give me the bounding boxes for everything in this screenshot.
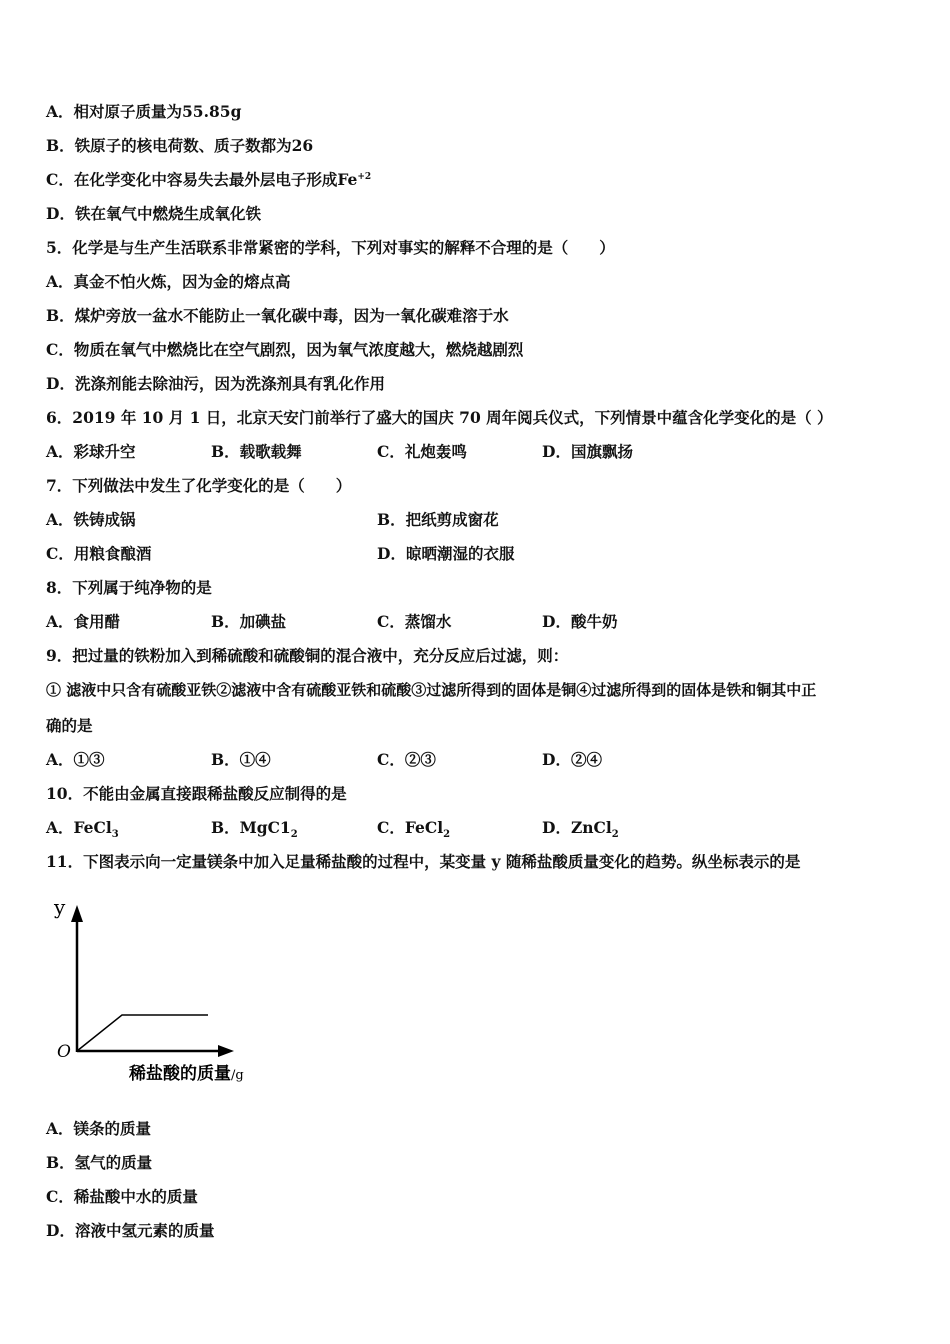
q5-option-d: D．洗涤剂能去除油污，因为洗涤剂具有乳化作用 bbox=[46, 374, 385, 393]
q11-option-b: B．氢气的质量 bbox=[46, 1153, 153, 1172]
q6-option-d: D．国旗飘扬 bbox=[542, 442, 633, 461]
q10-option-c-text: C．FeCl bbox=[377, 818, 444, 837]
q10-option-d-text: D．ZnCl bbox=[542, 818, 612, 837]
q10-option-a-subscript: 3 bbox=[111, 829, 119, 841]
q8-option-a: A．食用醋 bbox=[46, 612, 121, 631]
q7-option-d: D．晾晒潮湿的衣服 bbox=[377, 544, 515, 563]
q9-statements-end: 确的是 bbox=[46, 716, 93, 735]
q11-option-d: D．溶液中氢元素的质量 bbox=[46, 1221, 215, 1240]
q10-option-d-subscript: 2 bbox=[611, 829, 619, 841]
q4-option-c-text: C．在化学变化中容易失去最外层电子形成Fe bbox=[46, 170, 358, 189]
graph-x-label-text: 稀盐酸的质量 bbox=[129, 1064, 231, 1084]
q7-option-c: C．用粮食酿酒 bbox=[46, 544, 152, 563]
graph-y-arrow bbox=[71, 905, 83, 922]
graph-x-unit: /g bbox=[231, 1068, 244, 1083]
graph-x-arrow bbox=[218, 1045, 234, 1057]
q6-option-b: B．载歌载舞 bbox=[211, 442, 302, 461]
q10-option-b bbox=[211, 818, 298, 841]
q11-option-c: C．稀盐酸中水的质量 bbox=[46, 1187, 198, 1206]
q4-option-d: D．铁在氧气中燃烧生成氧化铁 bbox=[46, 204, 261, 223]
q5-option-c: C．物质在氧气中燃烧比在空气剧烈，因为氧气浓度越大，燃烧越剧烈 bbox=[46, 340, 524, 359]
q7-option-b: B．把纸剪成窗花 bbox=[377, 510, 499, 529]
q9-option-a: A．①③ bbox=[46, 750, 105, 769]
q10-option-b-text: B．MgC1 bbox=[211, 818, 291, 837]
q9-option-c: C．②③ bbox=[377, 750, 436, 769]
q8-option-c: C．蒸馏水 bbox=[377, 612, 452, 631]
q4-option-c-superscript: +2 bbox=[357, 171, 372, 182]
q10-option-d bbox=[542, 818, 619, 841]
graph-curve bbox=[77, 1015, 208, 1051]
q11-graph bbox=[46, 890, 276, 1090]
q5-option-a: A．真金不怕火炼，因为金的熔点高 bbox=[46, 272, 291, 291]
q5-option-b: B．煤炉旁放一盆水不能防止一氧化碳中毒，因为一氧化碳难溶于水 bbox=[46, 306, 509, 325]
q4-option-a: A．相对原子质量为55.85g bbox=[46, 102, 242, 121]
q6-stem: 6．2019 年 10 月 1 日，北京天安门前举行了盛大的国庆 70 周年阅兵仪式，下列情景中蕴含化学变化的是（ ） bbox=[46, 408, 833, 427]
q8-option-d: D．酸牛奶 bbox=[542, 612, 618, 631]
q10-option-c-subscript: 2 bbox=[443, 829, 451, 841]
graph-origin-label: O bbox=[57, 1042, 71, 1062]
graph-x-label bbox=[128, 1063, 244, 1084]
q6-option-a: A．彩球升空 bbox=[46, 442, 136, 461]
q11-stem: 11．下图表示向一定量镁条中加入足量稀盐酸的过程中，某变量 y 随稀盐酸质量变化的趋势。纵坐标表示的是 bbox=[46, 852, 801, 871]
q8-stem: 8．下列属于纯净物的是 bbox=[46, 578, 212, 597]
q7-stem: 7．下列做法中发生了化学变化的是（ ） bbox=[46, 476, 352, 495]
q10-option-c bbox=[377, 818, 451, 841]
q9-option-b: B．①④ bbox=[211, 750, 271, 769]
q10-stem: 10．不能由金属直接跟稀盐酸反应制得的是 bbox=[46, 784, 347, 803]
q5-stem: 5．化学是与生产生活联系非常紧密的学科，下列对事实的解释不合理的是（ ） bbox=[46, 238, 615, 257]
q10-option-a bbox=[46, 818, 119, 841]
graph-y-label: y bbox=[54, 895, 66, 919]
q6-option-c: C．礼炮轰鸣 bbox=[377, 442, 467, 461]
q8-option-b: B．加碘盐 bbox=[211, 612, 287, 631]
q4-option-c bbox=[46, 170, 371, 190]
q4-option-b: B．铁原子的核电荷数、质子数都为26 bbox=[46, 136, 314, 155]
q9-option-d: D．②④ bbox=[542, 750, 602, 769]
q10-option-a-text: A．FeCl bbox=[46, 818, 112, 837]
q7-option-a: A．铁铸成锅 bbox=[46, 510, 136, 529]
q9-stem: 9．把过量的铁粉加入到稀硫酸和硫酸铜的混合液中，充分反应后过滤，则： bbox=[46, 646, 569, 665]
q10-option-b-subscript: 2 bbox=[290, 829, 298, 841]
q11-option-a: A．镁条的质量 bbox=[46, 1119, 152, 1138]
q9-statements: ① 滤液中只含有硫酸亚铁②滤液中含有硫酸亚铁和硫酸③过滤所得到的固体是铜④过滤所得到的固体是铁和铜其中正 bbox=[46, 681, 817, 699]
